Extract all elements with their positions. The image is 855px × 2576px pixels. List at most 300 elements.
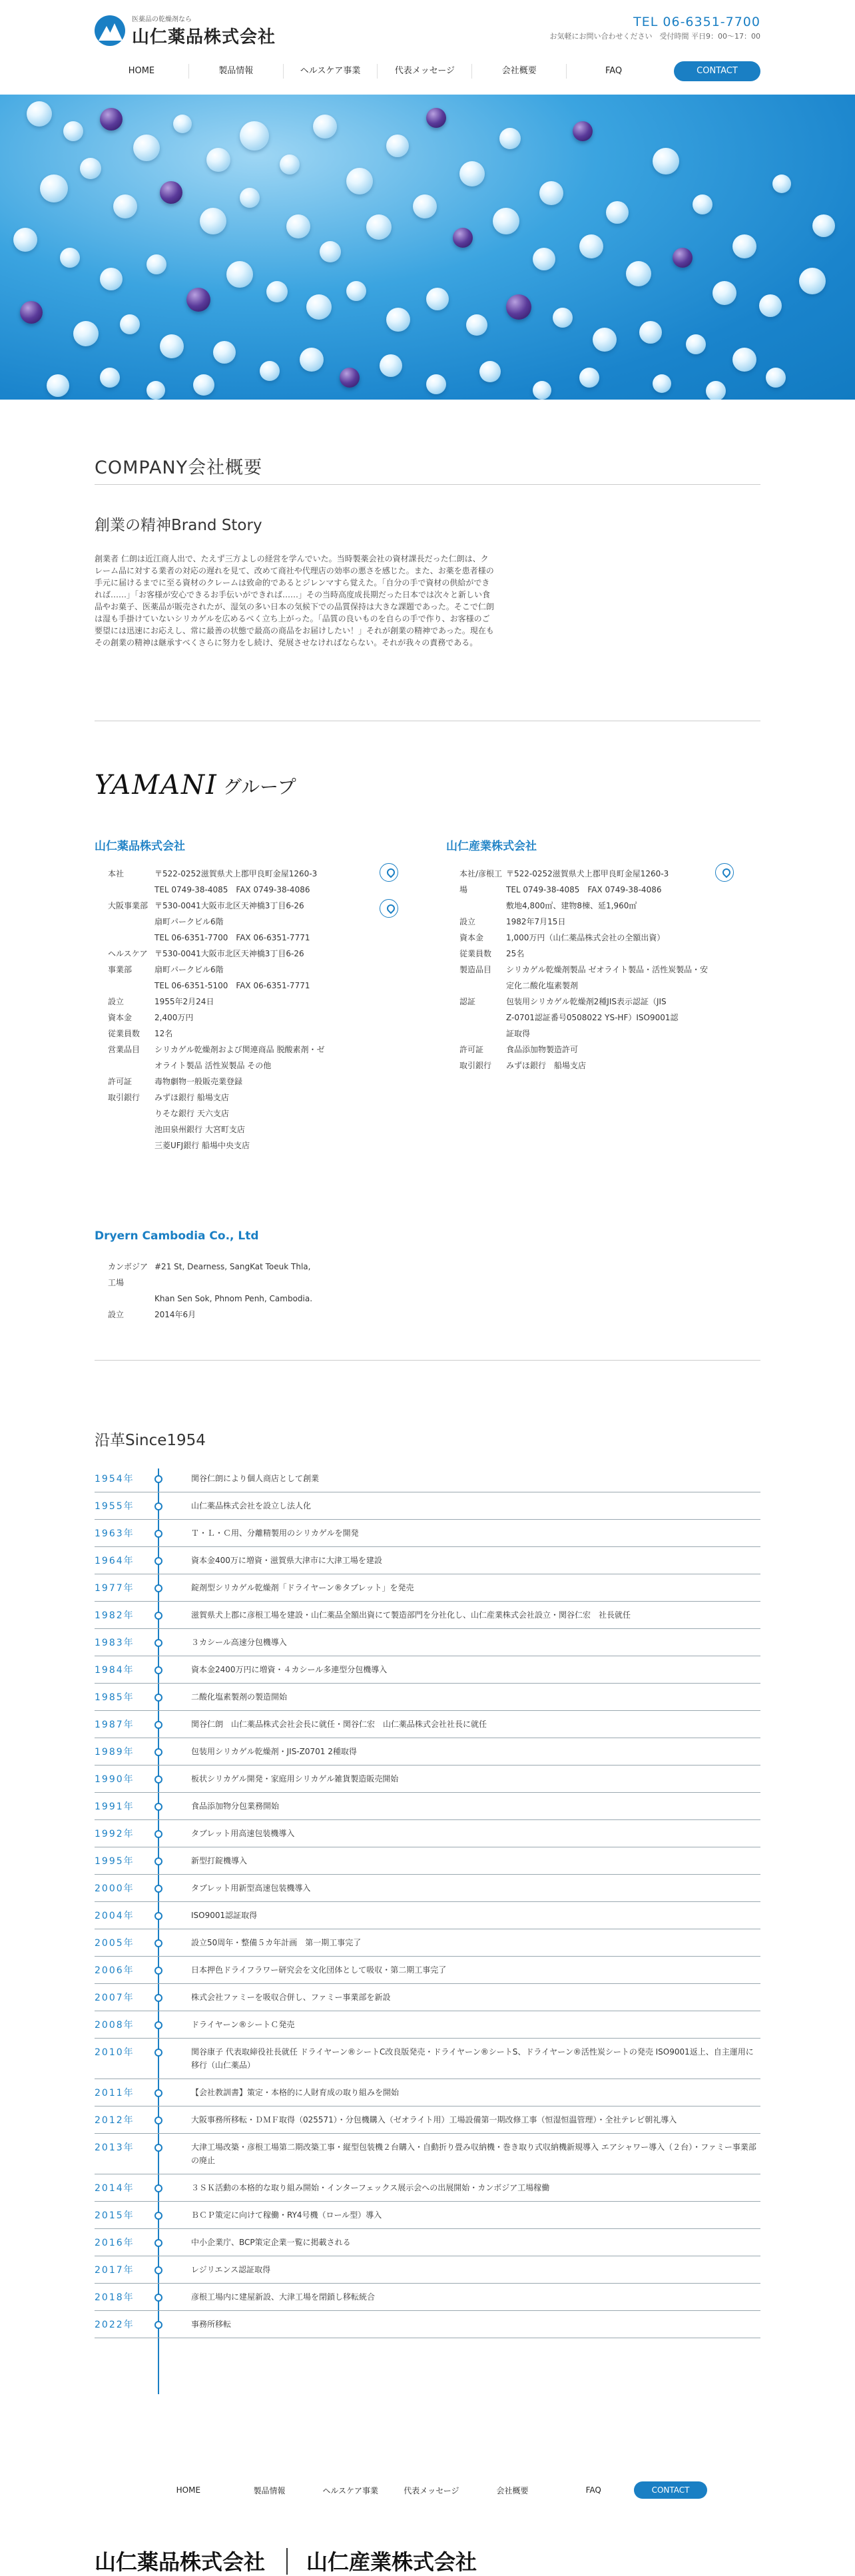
timeline-year: 2004年 <box>95 1911 135 1921</box>
silica-bead <box>240 188 260 208</box>
info-row <box>95 1106 361 1122</box>
silica-bead <box>380 354 402 377</box>
timeline-text: タブレット用高速包装機導入 <box>191 1829 295 1838</box>
timeline-text: 中小企業庁、BCP策定企業一覧に掲載される <box>191 2238 351 2247</box>
silica-bead <box>553 308 573 328</box>
company-name-dryern: Dryern Cambodia Co., Ltd <box>95 1229 259 1243</box>
silica-bead <box>426 374 446 394</box>
timeline-dot-icon <box>154 2116 162 2124</box>
info-key: 事業部 <box>108 965 133 974</box>
timeline-text: 事務所移転 <box>191 2320 232 2329</box>
timeline-dot-icon <box>154 2184 162 2192</box>
silica-bead <box>653 374 671 393</box>
timeline-year: 1963年 <box>95 1528 135 1539</box>
info-row <box>95 1026 361 1042</box>
silica-bead <box>47 374 69 397</box>
timeline-row <box>95 1574 760 1602</box>
timeline-dot-icon <box>154 1803 162 1811</box>
info-row <box>446 882 712 898</box>
info-row <box>95 898 361 914</box>
silica-bead <box>100 268 123 290</box>
timeline-row <box>95 1465 760 1492</box>
silica-bead <box>60 248 80 268</box>
footer-nav <box>148 2481 707 2499</box>
info-value: 〒522-0252滋賀県犬上郡甲良町金屋1260-3 <box>154 869 318 878</box>
timeline-row <box>95 1684 760 1711</box>
info-value: 2,400万円 <box>154 1013 194 1022</box>
footer-nav-faq[interactable]: FAQ <box>585 2485 601 2495</box>
timeline-year: 1992年 <box>95 1829 135 1839</box>
timeline-row <box>95 1766 760 1793</box>
silica-bead <box>73 321 99 346</box>
silica-bead <box>113 194 137 218</box>
info-value: TEL 0749-38-4085 FAX 0749-38-4086 <box>506 885 662 894</box>
map-pin-icon[interactable] <box>380 899 398 918</box>
timeline-year: 1984年 <box>95 1665 135 1676</box>
info-row <box>446 1042 712 1058</box>
timeline-text: 関谷仁朗 山仁薬品株式会社会長に就任・関谷仁宏 山仁薬品株式会社社長に就任 <box>191 1720 487 1729</box>
silica-bead <box>413 194 437 218</box>
info-row <box>95 978 361 994</box>
timeline-year: 2022年 <box>95 2320 135 2330</box>
info-value: 〒530-0041大阪市北区天神橋3丁目6-26 <box>154 949 304 958</box>
info-value: 池田泉州銀行 大宮町支店 <box>154 1125 245 1134</box>
info-value: シリカゲル乾燥剤製品 ゼオライト製品・活性炭製品・安 <box>506 965 709 974</box>
info-key: 本社 <box>108 869 125 878</box>
timeline-year: 1990年 <box>95 1774 135 1785</box>
info-row <box>446 978 712 994</box>
info-key: 本社/彦根工 <box>459 869 503 878</box>
timeline-row <box>95 1820 760 1847</box>
info-key: 設立 <box>459 917 476 926</box>
info-value: 〒522-0252滋賀県犬上郡甲良町金屋1260-3 <box>506 869 669 878</box>
info-value: みずほ銀行 船場支店 <box>506 1061 587 1070</box>
silica-bead <box>653 148 679 174</box>
silica-bead <box>133 135 160 161</box>
info-row <box>95 946 361 962</box>
silica-bead <box>306 294 332 320</box>
timeline-year: 1954年 <box>95 1474 135 1484</box>
info-row <box>95 962 361 978</box>
silica-bead <box>533 248 555 270</box>
silica-bead <box>693 194 712 214</box>
timeline-row <box>95 2311 760 2338</box>
timeline-text: Ｔ・Ｌ・Ｃ用、分離精製用のシリカゲルを開発 <box>191 1528 359 1538</box>
timeline-row <box>95 1957 760 1984</box>
silica-bead <box>300 348 324 372</box>
footer-nav-company[interactable]: 会社概要 <box>496 2485 529 2495</box>
timeline-row <box>95 1492 760 1520</box>
silica-bead <box>426 288 449 310</box>
info-value: 1955年2月24日 <box>154 997 214 1006</box>
timeline-text: 設立50周年・整備５カ年計画 第一期工事完了 <box>191 1938 362 1947</box>
info-row <box>446 898 712 914</box>
info-row <box>446 962 712 978</box>
silica-bead <box>606 201 629 224</box>
site-logo[interactable] <box>95 13 276 48</box>
timeline-year: 1985年 <box>95 1692 135 1703</box>
timeline-dot-icon <box>154 1639 162 1647</box>
timeline-dot-icon <box>154 2049 162 2057</box>
silica-bead <box>732 348 756 372</box>
info-key <box>446 1010 506 1026</box>
silica-bead <box>506 294 531 320</box>
timeline-year: 2017年 <box>95 2265 135 2276</box>
info-value: 敷地4,800㎡、建物8棟、延1,960㎡ <box>506 901 637 910</box>
timeline-row <box>95 1875 760 1902</box>
timeline-dot-icon <box>154 2212 162 2220</box>
timeline-text: ドライヤーン®シートＣ発売 <box>191 2020 295 2029</box>
timeline-dot-icon <box>154 2144 162 2152</box>
silica-bead <box>20 301 43 324</box>
silica-bead <box>453 228 473 248</box>
silica-bead <box>27 101 52 127</box>
silica-bead <box>213 341 236 364</box>
timeline-dot-icon <box>154 1502 162 1510</box>
silica-bead <box>499 128 521 149</box>
info-row <box>446 866 712 882</box>
info-row <box>446 930 712 946</box>
info-value: TEL 06-6351-5100 FAX 06-6351-7771 <box>154 981 310 990</box>
timeline-row <box>95 1602 760 1629</box>
info-key: 大阪事業部 <box>108 901 148 910</box>
timeline-year: 2015年 <box>95 2210 135 2221</box>
timeline-row <box>95 1547 760 1574</box>
info-key: 営業品目 <box>108 1045 141 1054</box>
silica-bead <box>40 174 68 202</box>
silica-bead <box>386 135 409 157</box>
timeline-row <box>95 1738 760 1766</box>
company-title-divider <box>95 484 760 485</box>
nav-message[interactable]: 代表メッセージ <box>378 64 472 79</box>
info-row <box>95 1058 361 1074</box>
info-value: 包装用シリカゲル乾燥剤2種JIS表示認証（JIS <box>506 997 667 1006</box>
silica-bead <box>812 214 835 237</box>
silica-bead <box>493 208 519 234</box>
footer-nav-products[interactable]: 製品情報 <box>253 2485 286 2495</box>
timeline-year: 1982年 <box>95 1610 135 1621</box>
timeline-row <box>95 2039 760 2079</box>
info-key <box>446 1026 506 1042</box>
timeline-row <box>95 1711 760 1738</box>
timeline-year: 1983年 <box>95 1638 135 1648</box>
timeline-year: 1964年 <box>95 1556 135 1566</box>
timeline-year: 1995年 <box>95 1856 135 1867</box>
footer-contact-button[interactable]: CONTACT <box>634 2481 707 2499</box>
timeline-year: 1991年 <box>95 1801 135 1812</box>
timeline-dot-icon <box>154 1912 162 1920</box>
timeline-row <box>95 1847 760 1875</box>
silica-bead <box>186 288 210 312</box>
info-row <box>446 1010 712 1026</box>
timeline-year: 2006年 <box>95 1965 135 1976</box>
timeline-text: 新型打錠機導入 <box>191 1856 248 1865</box>
info-row <box>95 1122 361 1137</box>
silica-bead <box>346 281 366 301</box>
info-key: ヘルスケア <box>108 949 148 958</box>
silica-bead <box>799 268 826 294</box>
silica-bead <box>280 155 300 174</box>
info-value: TEL 0749-38-4085 FAX 0749-38-4086 <box>154 885 310 894</box>
history-title: 沿革Since1954 <box>95 1432 206 1449</box>
info-key: 取引銀行 <box>459 1061 492 1070</box>
site-header <box>0 0 855 95</box>
timeline-text: 包装用シリカゲル乾燥剤・JIS-Z0701 2種取得 <box>191 1747 357 1756</box>
timeline-dot-icon <box>154 1748 162 1756</box>
info-value: オライト製品 活性炭製品 その他 <box>154 1061 272 1070</box>
timeline-row <box>95 2284 760 2311</box>
info-key: カンボジア工場 <box>108 1262 148 1287</box>
info-value: 証取得 <box>506 1029 531 1038</box>
info-key <box>95 1106 154 1122</box>
timeline-year: 2011年 <box>95 2088 135 2098</box>
silica-bead <box>173 115 192 133</box>
info-row <box>95 882 361 898</box>
mountain-logo-icon <box>95 15 125 46</box>
timeline-text: 株式会社ファミーを吸収合併し、ファミー事業部を新設 <box>191 1993 391 2002</box>
info-key <box>95 1122 154 1137</box>
silica-bead <box>712 281 736 305</box>
footer-nav-message[interactable]: 代表メッセージ <box>404 2485 459 2495</box>
timeline-text: 二酸化塩素製剤の製造開始 <box>191 1692 288 1702</box>
silica-bead <box>426 108 446 128</box>
info-key: 資本金 <box>108 1013 133 1022</box>
info-row <box>446 1026 712 1042</box>
info-value: 12名 <box>154 1029 173 1038</box>
silica-bead <box>313 115 337 139</box>
timeline-text: レジリエンス認証取得 <box>191 2265 271 2274</box>
timeline-text: 錠剤型シリカゲル乾燥剤「ドライヤーン®タブレット」を発売 <box>191 1583 414 1592</box>
timeline-row <box>95 1902 760 1929</box>
timeline-row <box>95 2174 760 2202</box>
info-row <box>95 1307 361 1323</box>
info-row <box>95 914 361 930</box>
timeline-year: 2016年 <box>95 2238 135 2248</box>
company-info-table <box>95 866 361 1153</box>
silica-bead <box>579 234 603 258</box>
timeline-year: 2018年 <box>95 2292 135 2303</box>
silica-bead <box>366 214 392 240</box>
silica-bead <box>100 108 123 131</box>
map-pin-icon[interactable] <box>715 863 734 882</box>
info-row <box>95 994 361 1010</box>
silica-bead <box>772 174 791 193</box>
timeline-dot-icon <box>154 1530 162 1538</box>
nav-products[interactable]: 製品情報 <box>189 64 284 79</box>
timeline-year: 2008年 <box>95 2020 135 2031</box>
hero-image <box>0 95 855 400</box>
info-row <box>95 1074 361 1090</box>
timeline-row <box>95 2229 760 2256</box>
info-value: 食品添加物製造許可 <box>506 1045 579 1054</box>
timeline-text: ISO9001認証取得 <box>191 1911 258 1920</box>
global-nav <box>95 61 760 81</box>
silica-bead <box>160 334 184 358</box>
silica-bead <box>266 281 288 302</box>
footer-nav-healthcare[interactable]: ヘルスケア事業 <box>322 2485 378 2495</box>
timeline-year: 2014年 <box>95 2183 135 2194</box>
timeline-dot-icon <box>154 1885 162 1893</box>
timeline-dot-icon <box>154 2321 162 2329</box>
silica-bead <box>626 261 651 286</box>
timeline-dot-icon <box>154 1666 162 1674</box>
timeline-text: 山仁薬品株式会社を設立し法人化 <box>191 1501 312 1510</box>
silica-bead <box>160 181 182 204</box>
timeline-text: 食品添加物分包業務開始 <box>191 1801 280 1811</box>
timeline-row <box>95 2079 760 2106</box>
footer-logo-divider <box>286 2548 288 2575</box>
info-key <box>95 914 154 930</box>
silica-bead <box>146 381 165 400</box>
timeline-text: 資本金2400万円に増資・４カシール多連型分包機導入 <box>191 1665 388 1674</box>
timeline-year: 1989年 <box>95 1747 135 1758</box>
info-value: Khan Sen Sok, Phnom Penh, Cambodia. <box>154 1294 313 1303</box>
info-value: 三菱UFJ銀行 船場中央支店 <box>154 1141 250 1150</box>
info-key: 許可証 <box>108 1077 133 1086</box>
nav-faq[interactable]: FAQ <box>605 66 623 76</box>
info-row <box>95 930 361 946</box>
timeline-text: 大津工場改築・彦根工場第二期改築工事・縦型包装機２台購入・自動折り畳み収納機・巻き取り式収納機新規導入 エアシャワー導入（２台）・ファミー事業部の廃止 <box>191 2142 756 2165</box>
info-value: 2014年6月 <box>154 1310 196 1319</box>
timeline-year: 2000年 <box>95 1883 135 1894</box>
info-key <box>446 978 506 994</box>
silica-bead <box>759 294 782 317</box>
company-info-table <box>95 1259 361 1323</box>
info-row <box>95 1010 361 1026</box>
timeline-year: 2012年 <box>95 2115 135 2126</box>
timeline-row <box>95 2256 760 2284</box>
timeline-text: 【会社教訓書】策定・本格的に人財育成の取り組みを開始 <box>191 2088 400 2097</box>
timeline-row <box>95 2106 760 2134</box>
silica-bead <box>459 161 485 186</box>
timeline-year: 2005年 <box>95 1938 135 1949</box>
info-value: りそな銀行 天六支店 <box>154 1109 229 1118</box>
info-row <box>95 1137 361 1153</box>
silica-bead <box>673 248 693 268</box>
company-name-yakuhin: 山仁薬品株式会社 <box>95 840 185 853</box>
silica-bead <box>120 314 140 334</box>
info-row <box>446 1058 712 1074</box>
timeline-text: 関谷仁朗により個人商店として創業 <box>191 1474 320 1483</box>
logo-company-name: 山仁薬品株式会社 <box>132 27 276 47</box>
yamani-group-logo: YAMANI <box>95 770 218 801</box>
history-timeline <box>95 1465 760 2338</box>
timeline-dot-icon <box>154 1612 162 1620</box>
timeline-row <box>95 1520 760 1547</box>
nav-contact-button[interactable]: CONTACT <box>674 61 760 81</box>
nav-home[interactable]: HOME <box>95 64 189 79</box>
silica-bead <box>466 314 487 336</box>
silica-bead <box>320 241 341 262</box>
timeline-row <box>95 2134 760 2174</box>
silica-bead <box>639 321 662 344</box>
timeline-dot-icon <box>154 2239 162 2247</box>
silica-bead <box>100 368 120 388</box>
footer-nav-home[interactable]: HOME <box>176 2485 201 2495</box>
timeline-row <box>95 1656 760 1684</box>
silica-bead <box>13 228 37 252</box>
brand-story-title: 創業の精神Brand Story <box>95 517 262 534</box>
info-key <box>95 1291 154 1307</box>
silica-bead <box>260 361 280 381</box>
info-value: 〒530-0041大阪市北区天神橋3丁目6-26 <box>154 901 304 910</box>
info-value: Z-0701認証番号0508022 YS-HF）ISO9001認 <box>506 1013 679 1022</box>
timeline-text: ３カシール高速分包機導入 <box>191 1638 287 1647</box>
nav-healthcare[interactable]: ヘルスケア事業 <box>284 64 378 79</box>
timeline-year: 2007年 <box>95 1993 135 2003</box>
timeline-text: 滋賀県犬上郡に彦根工場を建設・山仁薬品全額出資にて製造部門を分社化し、山仁産業株式会社設立・関谷仁宏 社長就任 <box>191 1610 631 1620</box>
info-value: 毒物劇物一般販売業登録 <box>154 1077 243 1086</box>
silica-bead <box>479 361 501 382</box>
info-key <box>95 930 154 946</box>
info-value: 定化二酸化塩素製剤 <box>506 981 579 990</box>
timeline-row <box>95 1793 760 1820</box>
silica-bead <box>539 181 563 205</box>
info-key <box>95 978 154 994</box>
nav-company[interactable]: 会社概要 <box>472 64 567 79</box>
timeline-text: 彦根工場内に建屋新設、大津工場を閉鎖し移転統合 <box>191 2292 376 2302</box>
silica-bead <box>346 168 373 194</box>
timeline-dot-icon <box>154 1475 162 1483</box>
timeline-dot-icon <box>154 2021 162 2029</box>
silica-bead <box>286 214 310 238</box>
timeline-text: 板状シリカゲル開発・家庭用シリカゲル雑貨製造販売開始 <box>191 1774 399 1783</box>
company-title: COMPANY会社概要 <box>95 458 263 478</box>
timeline-row <box>95 2202 760 2229</box>
silica-bead <box>706 381 726 400</box>
logo-tagline: 医薬品の乾燥剤なら <box>132 16 192 23</box>
timeline-dot-icon <box>154 1721 162 1729</box>
timeline-text: ３ＳＫ活動の本格的な取り組み開始・インターフェックス展示会への出展開始・カンボジア工場稼働 <box>191 2183 550 2192</box>
timeline-text: タブレット用新型高速包装機導入 <box>191 1883 311 1893</box>
footer-logo-sangyo[interactable]: 山仁産業株式会社 <box>306 2549 477 2575</box>
silica-bead <box>63 121 83 141</box>
info-value: TEL 06-6351-7700 FAX 06-6351-7771 <box>154 933 310 942</box>
silica-bead <box>766 368 786 388</box>
info-row <box>95 1291 361 1307</box>
info-key <box>446 898 506 914</box>
timeline-row <box>95 1984 760 2011</box>
info-value: #21 St, Dearness, SangKat Toeuk Thla, <box>154 1262 311 1271</box>
silica-bead <box>579 368 599 388</box>
timeline-row <box>95 1929 760 1957</box>
silica-bead <box>193 374 214 396</box>
info-value: 1,000万円（山仁薬品株式会社の全額出資） <box>506 933 665 942</box>
info-key <box>95 1058 154 1074</box>
header-phone[interactable]: TEL 06-6351-7700 <box>633 15 760 29</box>
timeline-text: 日本押色ドライフラワー研究会を文化団体として吸収・第二期工事完了 <box>191 1965 447 1975</box>
timeline-dot-icon <box>154 1967 162 1975</box>
footer-logo-yakuhin[interactable]: 山仁薬品株式会社 <box>95 2549 266 2575</box>
info-key: 設立 <box>108 1310 125 1319</box>
timeline-dot-icon <box>154 1557 162 1565</box>
info-value: 扇町パークビル6階 <box>154 965 224 974</box>
silica-bead <box>686 334 706 354</box>
info-row <box>95 866 361 882</box>
info-key: 認証 <box>459 997 476 1006</box>
timeline-year: 1955年 <box>95 1501 135 1512</box>
map-pin-icon[interactable] <box>380 863 398 882</box>
info-value: みずほ銀行 船場支店 <box>154 1093 229 1102</box>
silica-bead <box>533 381 551 400</box>
silica-bead <box>80 158 101 179</box>
info-row <box>95 1042 361 1058</box>
info-key: 資本金 <box>459 933 484 942</box>
info-key <box>95 882 154 898</box>
info-value: 1982年7月15日 <box>506 917 566 926</box>
info-key: 製造品目 <box>459 965 492 974</box>
section-divider <box>95 1360 760 1361</box>
